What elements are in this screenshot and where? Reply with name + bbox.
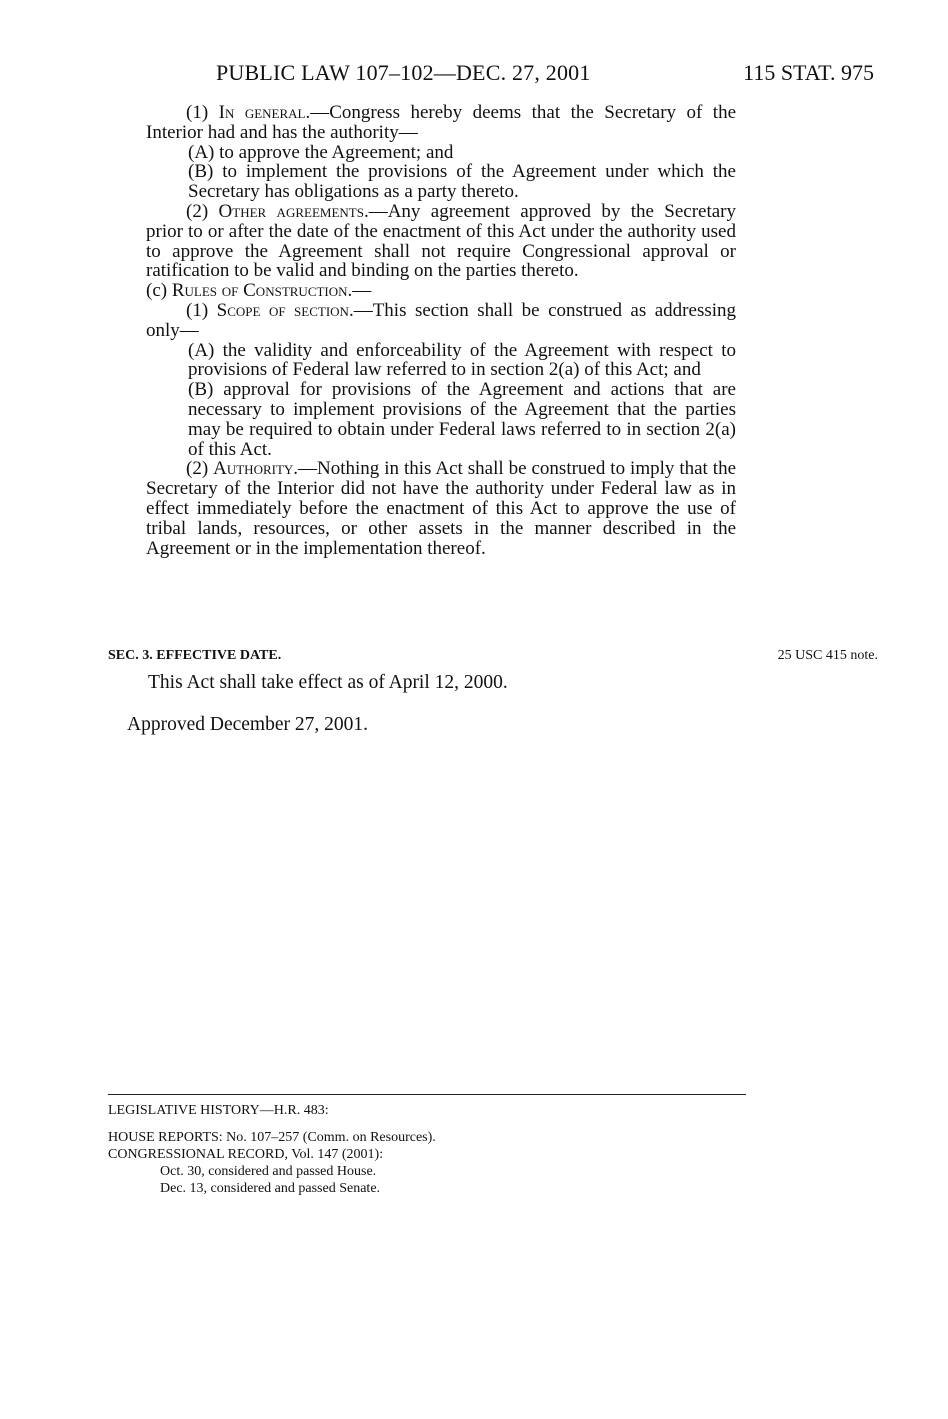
paragraph-c2-authority: (2) Authority.—Nothing in this Act shall be construed to imply that the Secretary of the Interior did not have the authority under Federal law as in effect immediately before the enactment of this Act to approve the use of tribal lands, resources, or other assets in the manner described in the Agreement or in the implementation thereof.	[146, 458, 737, 559]
subsection-c-heading: (c) Rules of Construction.—	[146, 280, 372, 302]
paragraph-heading: Scope of section	[216, 299, 349, 321]
subparagraph-1a: (A) to approve the Agreement; and	[188, 141, 454, 163]
congressional-record: CONGRESSIONAL RECORD, Vol. 147 (2001):	[108, 1147, 384, 1162]
running-header-page: 115 STAT. 975	[743, 60, 874, 85]
margin-note: 25 USC 415 note.	[777, 648, 878, 663]
subparagraph-c1b: (B) approval for provisions of the Agreement and actions that are necessary to implement provisions of the Agreement that the parties may be required to obtain under Federal laws referred to in section 2(a) of this Act.	[188, 379, 736, 460]
statute-body	[146, 103, 736, 558]
record-entry-senate: Dec. 13, considered and passed Senate.	[160, 1181, 381, 1196]
paragraph-c1-scope: (1) Scope of section.—This section shall be construed as addressing only—	[146, 299, 737, 341]
paragraph-heading: In general	[218, 102, 306, 123]
paragraph-heading: Other agreements	[218, 200, 364, 222]
house-reports: HOUSE REPORTS: No. 107–257 (Comm. on Resources).	[108, 1130, 436, 1145]
legislative-history-title: LEGISLATIVE HISTORY—H.R. 483:	[108, 1103, 329, 1118]
subsection-heading: Rules of Construction	[171, 280, 348, 302]
record-entry-house: Oct. 30, considered and passed House.	[160, 1164, 377, 1179]
paragraph-heading: Authority	[213, 458, 294, 480]
section-3-heading: SEC. 3. EFFECTIVE DATE.	[108, 648, 282, 663]
subparagraph-1b: (B) to implement the provisions of the Agreement under which the Secretary has obligations as a party thereto.	[188, 161, 736, 203]
section-3-text: This Act shall take effect as of April 12, 2000.	[148, 672, 508, 693]
running-header-title: PUBLIC LAW 107–102—DEC. 27, 2001	[216, 60, 591, 85]
subparagraph-c1a: (A) the validity and enforceability of the Agreement with respect to provisions of Federal law referred to in section 2(a) of this Act; and	[188, 339, 736, 381]
paragraph-1-in-general: (1) In general.—Congress hereby deems that the Secretary of the Interior had and has the authority—	[146, 102, 737, 143]
legislative-history	[108, 1102, 436, 1197]
footnote-divider	[108, 1094, 746, 1095]
paragraph-2-other-agreements: (2) Other agreements.—Any agreement approved by the Secretary prior to or after the date of the enactment of this Act under the authority used to approve the Agreement shall not require Congressional approval or ratification to be valid and binding on the parties thereto.	[146, 200, 736, 282]
approval-date: Approved December 27, 2001.	[127, 714, 368, 735]
